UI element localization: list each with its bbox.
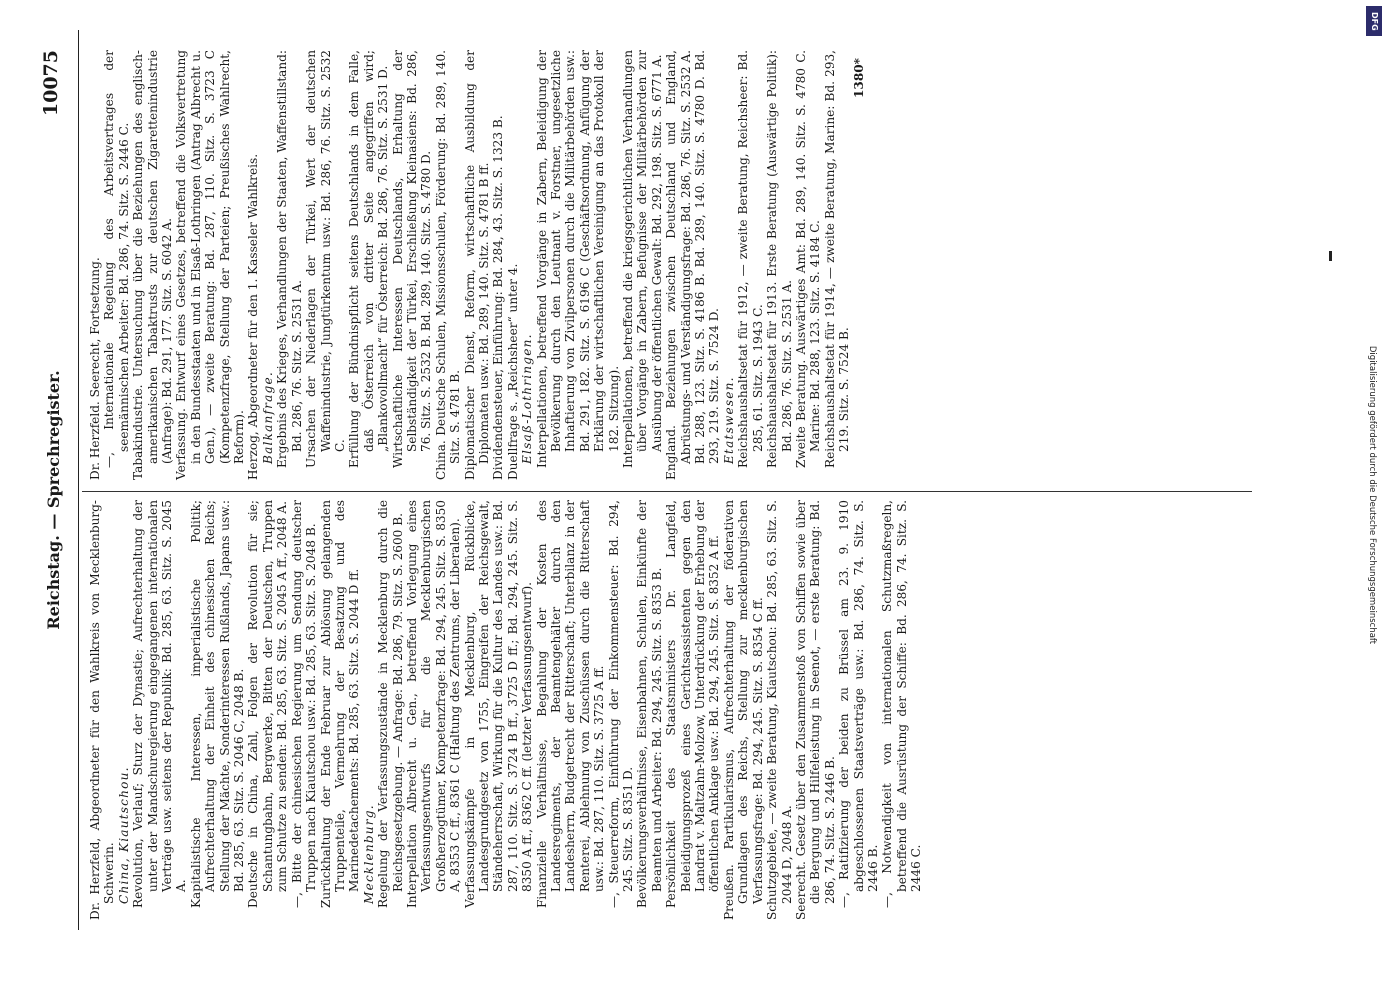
column-divider — [82, 491, 1252, 492]
margin-mark — [1329, 251, 1332, 261]
register-entry: Schutzgebiete, — zweite Beratung, Kiautschou: Bd. 285, 63. Sitz. S. 2044 D, 2048 A. — [765, 500, 794, 920]
register-entry: Seerecht. Gesetz über den Zusammenstoß von Schiffen sowie über die Bergung und Hilfeleistung in Seenot, — erste Beratung: Bd. 286, 74. Sitz. S. 2446 B. — [793, 500, 837, 920]
register-entry: Wirtschaftliche Interessen Deutschlands, Erhaltung der Selbständigkeit der Türkei, Erschließung Kleinasiens: Bd. 286, 76. Sitz. S. 2532 B. Bd. 289, 140. Sitz. S. 4780 D. — [390, 50, 434, 468]
register-entry: Verfassung. Entwurf eines Gesetzes, betreffend die Volksvertretung in den Bundesstaaten und in Elsaß-Lothringen (Antrag Albrecht u. Gen.), — zweite Beratung: Bd. 287, 110. Sitz. S. 3723 C (Kompetenzfrage, Stellung der Parteien; Preußisches Wahlrecht, Reform). — [174, 50, 247, 480]
register-entry: Dividendensteuer, Einführung: Bd. 284, 43. Sitz. S. 1323 B. — [491, 115, 506, 480]
register-entry: Elsaß-Lothringen. — [520, 333, 535, 464]
register-entry: Regelung der Verfassungszustände in Mecklenburg durch die Reichsgesetzgebung. — Anfrage: Bd. 286, 79. Sitz. S. 2600 B. — [376, 500, 405, 908]
register-entry: Erfüllung der Bündnispflicht seitens Deutschlands in dem Falle, daß Österreich von dritter Seite angegriffen wird; „Blankovollmacht“ für Österreich: Bd. 286, 76. Sitz. S. 2531 D. — [347, 50, 391, 468]
page-number: 10075 — [40, 50, 62, 117]
register-entry: China, Kiautschou. — [116, 766, 131, 904]
register-entry: Ergebnis des Krieges, Verhandlungen der Staaten, Waffenstillstand: Bd. 286, 76. Sitz. S. 2531 A. — [275, 50, 304, 468]
register-entry: Kapitalistische Interessen, imperialistische Politik; Aufrechterhaltung der Einheit des chinesischen Reichs; Stellung der Mächte, Sonderinteressen Rußlands, Japans usw.: Bd. 285, 63. Sitz. S. 2046 C, 2048 B. — [188, 500, 247, 908]
digitization-note-text: Digitalisierung gefördert durch die Deutsche Forschungsgemeinschaft — [1367, 345, 1377, 645]
dfg-logo: DFG — [1366, 6, 1382, 36]
register-entry: Verfassungskämpfe in Mecklenburg, Rückblicke, Landesgrundgesetz von 1755, Eingreifen der Reichsgewalt, Ständeherrschaft, Wirkung für die Kultur des Landes usw.: Bd. 287, 110. Sitz. S. 3724 B ff., 3725 D ff.; Bd. 294, 245. Sitz. S. 8350 A ff., 8362 C ff. (letzter Verfassungsentwurf). — [462, 500, 535, 908]
register-entry: Reichshaushaltsetat für 1912, — zweite Beratung, Reichsheer: Bd. 285, 61. Sitz. S. 1943 C. — [736, 50, 765, 468]
register-entry: Persönlichkeit des Staatsministers Dr. Langfeld, Beleidigungsprozeß eines Gerichtsassistenten gegen den Landrat v. Maltzahn-Molzow, Unterdrückung der Erhebung der öffentlichen Anklage usw.: Bd. 294, 245. Sitz. S. 8352 A ff. — [664, 500, 722, 908]
register-entry: Deutsche in China, Zahl, Folgen der Revolution für sie; Schantungbahn, Bergwerke, Bitten der Deutschen, Truppen zum Schutze zu senden: Bd. 285, 63. Sitz. S. 2045 A ff., 2048 A. — [246, 500, 290, 908]
register-entry: —, Ratifizierung der beiden zu Brüssel am 23. 9. 1910 abgeschlossenen Staatsverträge usw.: Bd. 286, 74. Sitz. S. 2446 B. — [837, 500, 880, 908]
running-head-title: Reichstag. — Sprechregister. — [44, 370, 63, 630]
register-entry: Bevölkerungsverhältnisse, Eisenbahnen, Schulen, Einkünfte der Beamten und Arbeiter: Bd. 294, 245. Sitz. S. 8353 B. — [635, 500, 664, 908]
header-rule — [78, 30, 79, 930]
running-head — [40, 40, 70, 960]
register-entry: Zweite Beratung. Auswärtiges Amt: Bd. 289, 140. Sitz. S. 4780 C. Marine: Bd. 288, 123. Sitz. S. 4184 C. — [793, 50, 823, 468]
register-entry: Interpellationen, betreffend Vorgänge in Zabern, Beleidigung der Bevölkerung durch den Leutnant v. Forstner, ungesetzliche Inhaftierung von Zivilpersonen durch die Militärbehörden usw.: Bd. 291, 182. Sitz. S. 6196 C (Geschäftsordnung, Anfügung der Erklärung der wirtschaftlichen Vereinigung an das Protokoll der 182. Sitzung). — [534, 50, 621, 468]
digitization-note — [1362, 60, 1382, 940]
register-entry: Preußen. Partikularismus, Aufrechterhaltung der föderativen Grundlagen des Reichs, Stellung zur mecklenburgischen Verfassungsfrage: Bd. 294, 245. Sitz. S. 8354 C ff. — [721, 500, 765, 920]
register-entry: Interpellation Albrecht u. Gen., betreffend Vorlegung eines Verfassungsentwurfs für die Mecklenburgischen Großherzogtümer, Kompetenzfrage: Bd. 294, 245. Sitz. S. 8350 A, 8353 C ff., 8361 C (Haltung des Zentrums, der Liberalen). — [404, 500, 463, 908]
right-column — [88, 50, 1238, 480]
register-entry: —, Internationale Regelung des Arbeitsvertrages der seemännischen Arbeiter: Bd. 286, 74. Sitz. S. 2446 C. — [102, 50, 131, 468]
register-entry: Dr. Herzfeld, Abgeordneter für den Wahlkreis von Mecklenburg-Schwerin. — [88, 500, 117, 920]
register-entry: Zurückhaltung der Ende Februar zur Ablösung gelangenden Truppenteile, Vermehrung der Besatzung und des Marinedetachements: Bd. 285, 63. Sitz. S. 2044 D ff. — [318, 500, 362, 908]
register-entry: Revolution, Verlauf; Sturz der Dynastie; Aufrechterhaltung der unter der Mandschuregierung eingegangenen internationalen Verträge usw. seitens der Republik: Bd. 285, 63. Sitz. S. 2045 A. — [131, 500, 189, 908]
register-entry: —, Notwendigkeit von internationalen Schutzmaßregeln, betreffend die Ausrüstung der Schiffe: Bd. 286, 74. Sitz. S. 2446 C. — [880, 500, 924, 908]
register-entry: Ursachen der Niederlagen der Türkei, Wert der deutschen Waffenindustrie, Jungtürkentum usw.: Bd. 286, 76. Sitz. S. 2532 C. — [304, 50, 347, 468]
register-entry: —, Bitte der chinesischen Regierung um Sendung deutscher Truppen nach Kiautschou usw.: Bd. 285, 63. Sitz. S. 2048 B. — [289, 500, 319, 908]
register-entry: Finanzielle Verhältnisse, Begahlung der Kosten des Landesregiments, der Beamtengehälter durch den Landesherrn, Budgetrecht der Ritterschaft; Unterbilanz in der Renterei, Ablehnung von Zuschüssen durch die Ritterschaft usw.: Bd. 287, 110. Sitz. S. 3725 A ff. — [534, 500, 607, 908]
register-entry: Balkanfrage. — [260, 371, 275, 464]
register-entry: Diplomatischer Dienst, Reform, wirtschaftliche Ausbildung der Diplomaten usw.: Bd. 289, 140. Sitz. S. 4781 B ff. — [462, 50, 491, 480]
register-entry: Duellfrage s. „Reichsheer“ unter 4. — [505, 263, 520, 480]
register-entry: Etatswesen. — [721, 376, 736, 464]
register-entry: Mecklenburg. — [361, 804, 376, 904]
register-entry: China. Deutsche Schulen, Missionsschulen, Förderung: Bd. 289, 140. Sitz. S. 4781 B. — [433, 50, 463, 480]
register-entry: —, Steuerreform, Einführung der Einkommensteuer: Bd. 294, 245. Sitz. S. 8351 D. — [606, 500, 636, 908]
left-column — [88, 500, 1238, 920]
register-entry: Reichshaushaltsetat für 1913. Erste Beratung (Auswärtige Politik): Bd. 286, 76. Sitz. S. 2531 A. — [765, 50, 794, 468]
register-entry: Interpellationen, betreffend die kriegsgerichtlichen Verhandlungen über Vorgänge in Zabern, Befugnisse der Militärbehörden zur Ausübung der öffentlichen Gewalt: Bd. 292, 198. Sitz. S. 6771 A. — [621, 50, 664, 468]
signature-mark: 1380* — [851, 58, 866, 98]
register-entry: Dr. Herzfeld. Seerecht, Fortsetzung. — [88, 257, 102, 480]
register-entry: Reichshaushaltsetat für 1914, — zweite Beratung, Marine: Bd. 293, 219. Sitz. S. 7524 B. — [822, 50, 852, 468]
register-entry: Herzog, Abgeordneter für den 1. Kasseler Wahlkreis. — [246, 153, 261, 480]
register-entry: Tabakindustrie. Untersuchung über die Beziehungen des englisch-amerikanischen Tabaktrusts zur deutschen Zigarettenindustrie (Anfrage): Bd. 291, 177. Sitz. S. 6042 A. — [131, 50, 175, 480]
register-entry: England. Beziehungen zwischen Deutschland und England, Abrüstungs- und Verständigungsfrage: Bd. 286, 76. Sitz. S. 2532 A. Bd. 288, 123. Sitz. S. 4186 B. Bd. 289, 140. Sitz. S. 4780 D. Bd. 293, 219. Sitz. S. 7524 D. — [664, 50, 722, 480]
